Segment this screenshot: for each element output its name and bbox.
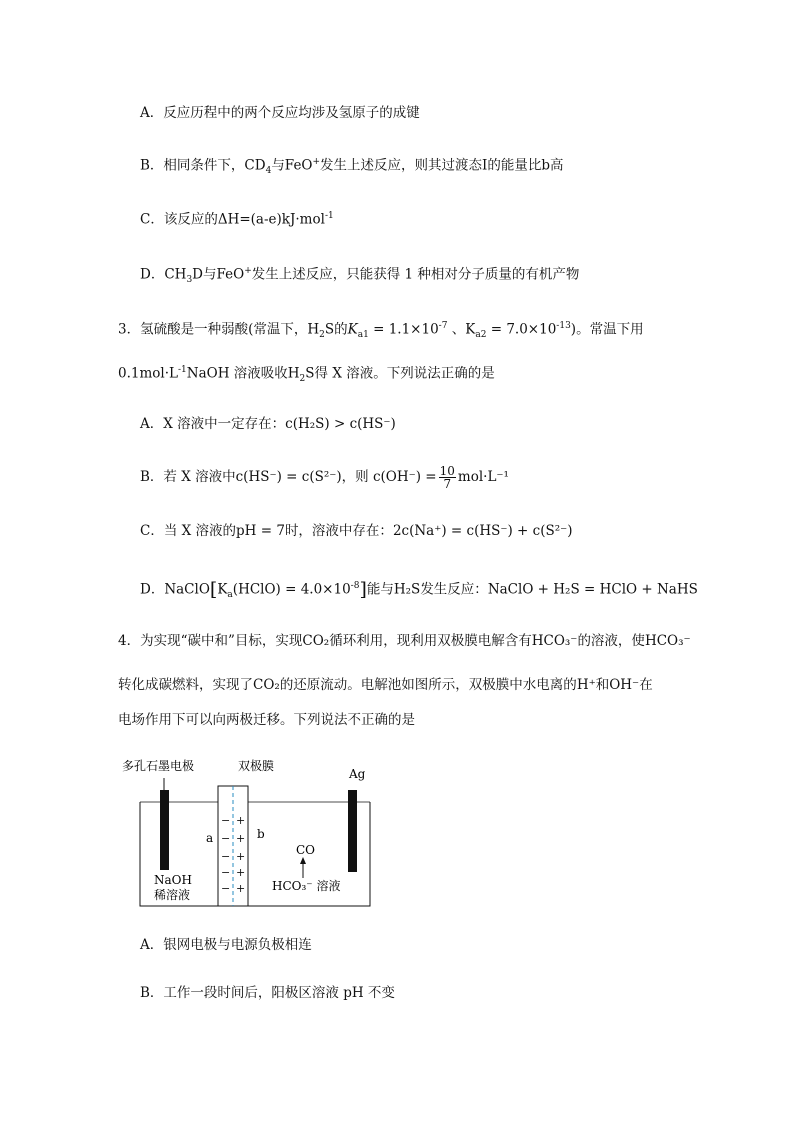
- q3-c-b: pH = 7: [236, 523, 285, 539]
- q4-option-b: B．工作一段时间后，阳极区溶液 pH 不变: [140, 985, 395, 1001]
- graphite-electrode: [160, 790, 169, 870]
- q3-c-a: C．当 X 溶液的: [140, 523, 237, 539]
- q3-l2-c: H: [287, 365, 300, 382]
- electrolysis-cell-diagram: [120, 756, 380, 912]
- q2-option-d-mid: 与FeO: [203, 266, 245, 283]
- membrane-plus-signs: [236, 814, 245, 895]
- q3-option-b: [140, 465, 509, 490]
- q3-option-c: [140, 521, 573, 541]
- q3-d-bracket-close: ]: [359, 578, 367, 601]
- q3-d-k: K: [217, 581, 228, 598]
- q3-stem-line1: [118, 316, 644, 345]
- q2-option-d: [140, 261, 579, 290]
- q2-option-b-prefix: B．相同条件下，: [140, 157, 245, 174]
- minus-sign: −: [221, 882, 231, 895]
- q3-l1-ka1-exp: -7: [438, 321, 448, 331]
- q4-stem-line3: 电场作用下可以向两极迁移。下列说法不正确的是: [118, 712, 415, 728]
- minus-sign: −: [221, 850, 231, 863]
- q3-l2-b: NaOH 溶液吸收: [186, 365, 288, 382]
- q4-l2-hplus: H⁺: [576, 677, 596, 693]
- q4-l1-b: 循环利用，现利用双极膜电解含有: [329, 633, 532, 649]
- q2-option-b-mid: 与FeO: [271, 157, 313, 174]
- q3-d-c: (HClO) = 4.0×10: [232, 581, 351, 598]
- q3-d-d: 能与: [366, 581, 394, 598]
- q2-option-c-sup: -1: [324, 211, 334, 221]
- label-naoh: NaOH: [154, 873, 192, 887]
- q2-option-b: [140, 152, 564, 181]
- q3-l1-sep: 、K: [447, 321, 476, 338]
- q3-l1-ka1-val: = 1.1×10: [368, 321, 439, 338]
- q2-option-b-cd: CD: [244, 157, 266, 174]
- q3-l1-k-sub: a1: [357, 330, 369, 341]
- q4-l1-hco3b: HCO₃⁻: [644, 633, 691, 649]
- q2-option-c: [140, 206, 334, 230]
- q3-l2-d: S得 X 溶液。下列说法正确的是: [305, 365, 495, 382]
- plus-sign: +: [236, 866, 246, 879]
- q2-option-d-prefix: D．: [140, 266, 165, 283]
- minus-sign: −: [221, 866, 231, 879]
- q2-option-b-sup: +: [312, 157, 321, 167]
- q4-l2-c: 在: [639, 677, 653, 693]
- q3-b-c: c(OH⁻) =: [372, 469, 437, 485]
- label-co: CO: [296, 843, 316, 857]
- q4-option-a: A．银网电极与电源负极相连: [140, 937, 312, 953]
- q3-l1-k: K: [347, 321, 358, 338]
- q3-l2-sup: -1: [177, 365, 187, 375]
- q2-option-d-sub: 3: [186, 275, 193, 286]
- q2-option-d-sup: +: [244, 266, 252, 276]
- q4-stem-line2: [118, 675, 653, 695]
- q4-stem-line1: [118, 631, 691, 651]
- q3-b-den: 7: [443, 477, 452, 491]
- q3-b-num: 10: [439, 464, 455, 478]
- q3-d-e: H₂S: [393, 581, 421, 598]
- q4-l2-b: 的还原流动。电解池如图所示，双极膜中水电离的: [279, 677, 577, 693]
- q4-l2-oh: OH⁻: [609, 677, 640, 693]
- q4-l1-co2: CO₂: [302, 633, 330, 649]
- q3-stem-line2: [118, 360, 495, 389]
- q3-d-bracket-open: [: [209, 578, 218, 601]
- q3-l1-s: S的: [324, 321, 348, 338]
- q3-b-b: c(HS⁻) = c(S²⁻)，则: [235, 469, 369, 485]
- q3-d-a: D．NaClO: [140, 581, 210, 598]
- q2-option-a: A．反应历程中的两个反应均涉及氢原子的成键: [140, 105, 420, 121]
- q3-l1-ka2-exp: -13: [556, 321, 571, 331]
- q4-l1-a: 4．为实现“碳中和”目标，实现: [118, 633, 303, 649]
- q4-l1-c: 的溶液，使: [577, 633, 645, 649]
- q3-l1-ka2-val: = 7.0×10: [486, 321, 557, 338]
- q2-option-d-rest: 发生上述反应，只能获得 1 种相对分子质量的有机产物: [251, 266, 580, 283]
- q3-d-f: 发生反应：: [420, 581, 488, 598]
- q3-l2-a: 0.1mol·L: [118, 365, 178, 382]
- ag-electrode: [348, 790, 357, 872]
- label-dilute: 稀溶液: [154, 888, 191, 902]
- q2-option-d-d: D: [192, 266, 203, 283]
- q4-l2-and: 和: [595, 677, 610, 693]
- minus-sign: −: [221, 832, 231, 845]
- q3-l1-a: 3．氢硫酸是一种弱酸(常温下，: [118, 321, 308, 338]
- q2-option-c-text: C．该反应的ΔH=(a-e)kJ·mol: [140, 211, 325, 228]
- q3-b-fraction: [439, 465, 456, 490]
- q4-l1-hco3: HCO₃⁻: [531, 633, 578, 649]
- minus-sign: −: [221, 814, 231, 827]
- q3-b-unit: mol·L⁻¹: [457, 469, 509, 485]
- q3-l1-ka2-sub: a2: [475, 330, 487, 341]
- plus-sign: +: [236, 832, 246, 845]
- q4-l2-a: 转化成碳燃料，实现了: [118, 677, 253, 693]
- co-arrowhead: [300, 857, 306, 864]
- plus-sign: +: [236, 882, 246, 895]
- q3-option-a: A．X 溶液中一定存在：c(H₂S) > c(HS⁻): [140, 416, 396, 432]
- label-b: b: [257, 827, 265, 841]
- q2-option-b-cd-sub: 4: [265, 166, 272, 177]
- q3-b-a: B．若 X 溶液中: [140, 469, 236, 485]
- label-graphite-electrode: 多孔石墨电极: [122, 759, 195, 773]
- q3-d-k-sub: a: [227, 590, 233, 601]
- q2-option-d-ch: CH: [164, 266, 187, 283]
- plus-sign: +: [236, 850, 246, 863]
- q3-option-d: [140, 576, 698, 605]
- q3-l2-sub: 2: [299, 374, 306, 385]
- q4-l2-co2: CO₂: [253, 677, 280, 693]
- q3-c-c: 时，溶液中存在：: [284, 523, 393, 539]
- label-hco3-solution: HCO₃⁻ 溶液: [272, 879, 341, 893]
- membrane-minus-signs: [221, 814, 230, 895]
- q3-l1-h-sub: 2: [319, 330, 325, 341]
- electrolysis-cell-svg: [120, 756, 380, 912]
- label-a: a: [206, 831, 214, 845]
- label-membrane: 双极膜: [238, 759, 275, 773]
- q3-l1-end: )。常温下用: [570, 321, 644, 338]
- q3-c-d: 2c(Na⁺) = c(HS⁻) + c(S²⁻): [392, 523, 573, 539]
- q3-d-exp: -8: [350, 581, 360, 591]
- label-ag: Ag: [349, 767, 366, 781]
- q2-option-b-rest: 发生上述反应，则其过渡态Ⅰ的能量比b高: [320, 157, 564, 174]
- q3-d-g: NaClO + H₂S = HClO + NaHS: [487, 581, 698, 598]
- plus-sign: +: [236, 814, 246, 827]
- q3-l1-h: H: [307, 321, 320, 338]
